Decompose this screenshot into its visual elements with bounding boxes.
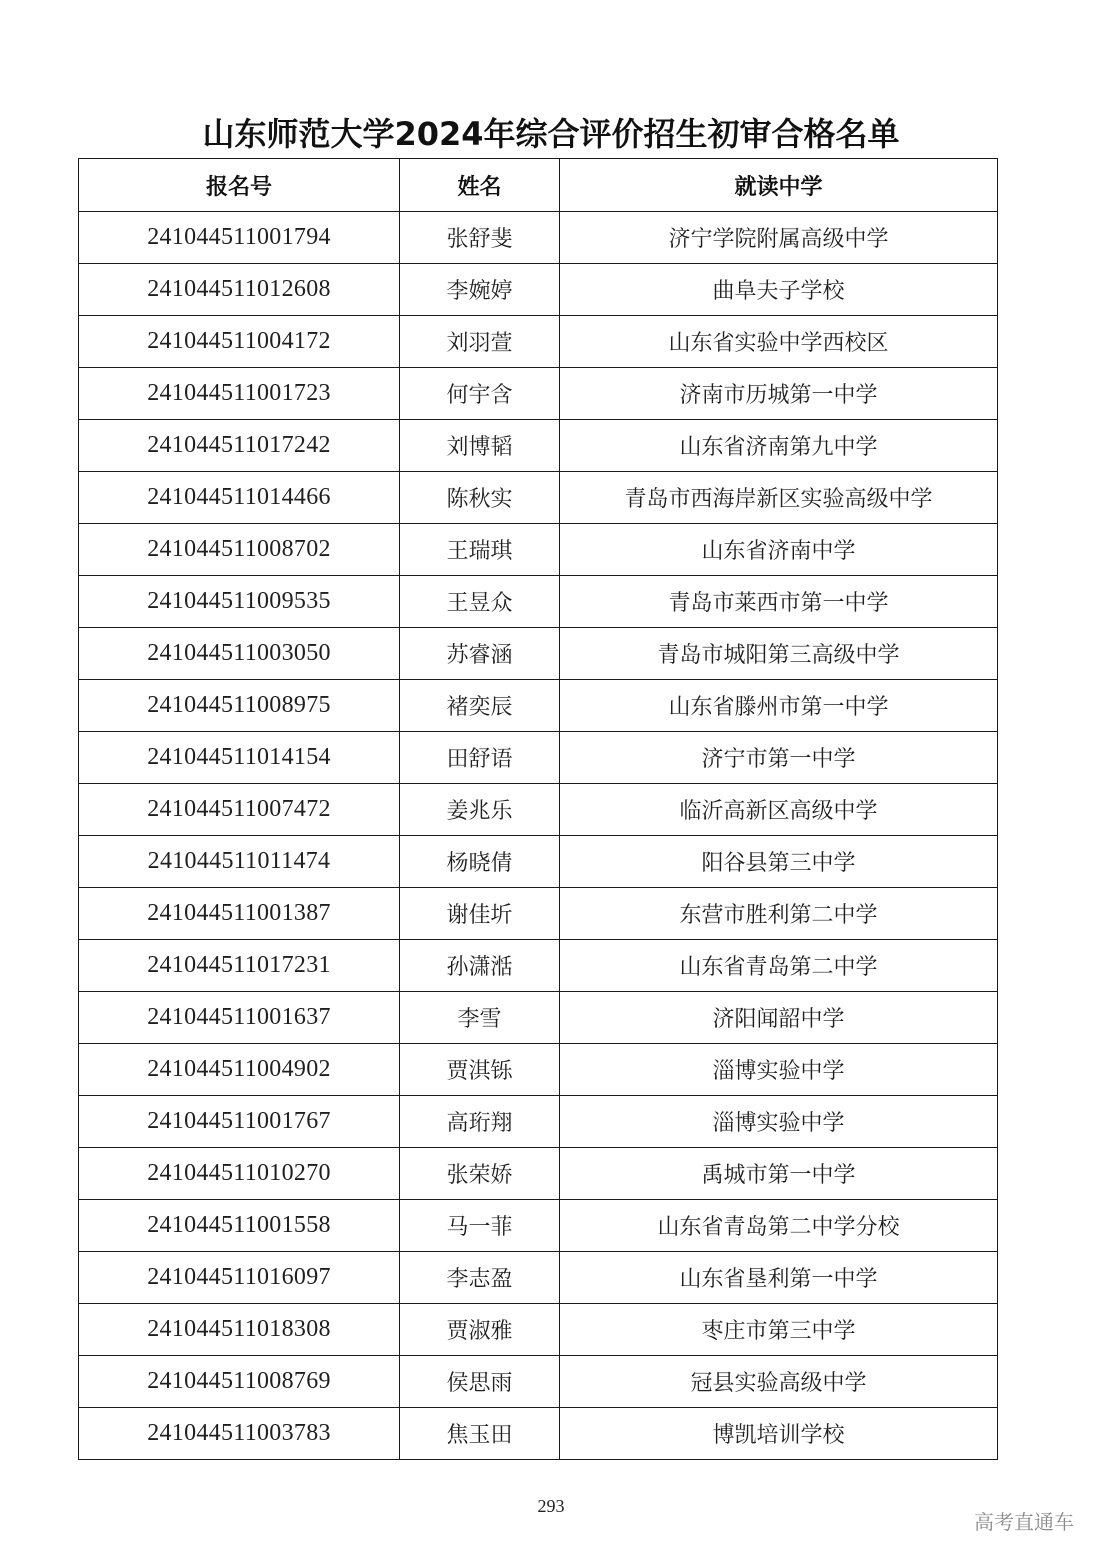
name-cell: 侯思雨 xyxy=(400,1356,560,1408)
name-cell: 李雪 xyxy=(400,992,560,1044)
watermark: 高考直通车 xyxy=(974,1510,1074,1534)
registration-number-cell: 241044511017242 xyxy=(79,420,400,472)
school-cell: 山东省垦利第一中学 xyxy=(560,1252,998,1304)
school-cell: 山东省实验中学西校区 xyxy=(560,316,998,368)
registration-number-cell: 241044511003050 xyxy=(79,628,400,680)
header-school: 就读中学 xyxy=(560,159,998,212)
table-header-row xyxy=(79,159,998,212)
school-cell: 曲阜夫子学校 xyxy=(560,264,998,316)
table-row xyxy=(79,940,998,992)
registration-number-cell: 241044511017231 xyxy=(79,940,400,992)
school-cell: 山东省济南第九中学 xyxy=(560,420,998,472)
table-row xyxy=(79,732,998,784)
registration-number-cell: 241044511011474 xyxy=(79,836,400,888)
registration-number-cell: 241044511012608 xyxy=(79,264,400,316)
school-cell: 山东省滕州市第一中学 xyxy=(560,680,998,732)
table-row xyxy=(79,784,998,836)
header-name: 姓名 xyxy=(400,159,560,212)
name-cell: 张荣娇 xyxy=(400,1148,560,1200)
table-row xyxy=(79,368,998,420)
registration-number-cell: 241044511001387 xyxy=(79,888,400,940)
school-cell: 青岛市城阳第三高级中学 xyxy=(560,628,998,680)
registration-number-cell: 241044511001637 xyxy=(79,992,400,1044)
registration-number-cell: 241044511008975 xyxy=(79,680,400,732)
name-cell: 杨晓倩 xyxy=(400,836,560,888)
school-cell: 济宁市第一中学 xyxy=(560,732,998,784)
registration-number-cell: 241044511001723 xyxy=(79,368,400,420)
registration-number-cell: 241044511001767 xyxy=(79,1096,400,1148)
table-row xyxy=(79,420,998,472)
school-cell: 淄博实验中学 xyxy=(560,1096,998,1148)
table-row xyxy=(79,1200,998,1252)
table-row xyxy=(79,1096,998,1148)
registration-number-cell: 241044511004902 xyxy=(79,1044,400,1096)
name-cell: 贾淇铄 xyxy=(400,1044,560,1096)
table-row xyxy=(79,680,998,732)
name-cell: 苏睿涵 xyxy=(400,628,560,680)
table-row xyxy=(79,1304,998,1356)
registration-number-cell: 241044511001558 xyxy=(79,1200,400,1252)
registration-number-cell: 241044511014466 xyxy=(79,472,400,524)
admission-list-table xyxy=(78,158,998,1460)
table-row xyxy=(79,316,998,368)
name-cell: 何宇含 xyxy=(400,368,560,420)
school-cell: 山东省青岛第二中学分校 xyxy=(560,1200,998,1252)
name-cell: 陈秋实 xyxy=(400,472,560,524)
name-cell: 王昱众 xyxy=(400,576,560,628)
registration-number-cell: 241044511010270 xyxy=(79,1148,400,1200)
table-row xyxy=(79,1356,998,1408)
school-cell: 青岛市莱西市第一中学 xyxy=(560,576,998,628)
page-number: 293 xyxy=(537,1496,565,1516)
name-cell: 李婉婷 xyxy=(400,264,560,316)
school-cell: 枣庄市第三中学 xyxy=(560,1304,998,1356)
school-cell: 济阳闻韶中学 xyxy=(560,992,998,1044)
registration-number-cell: 241044511001794 xyxy=(79,212,400,264)
name-cell: 褚奕辰 xyxy=(400,680,560,732)
table-row xyxy=(79,576,998,628)
table-row xyxy=(79,836,998,888)
registration-number-cell: 241044511007472 xyxy=(79,784,400,836)
table-row xyxy=(79,628,998,680)
page-title: 山东师范大学2024年综合评价招生初审合格名单 xyxy=(202,115,900,153)
registration-number-cell: 241044511018308 xyxy=(79,1304,400,1356)
school-cell: 临沂高新区高级中学 xyxy=(560,784,998,836)
name-cell: 李志盈 xyxy=(400,1252,560,1304)
school-cell: 山东省青岛第二中学 xyxy=(560,940,998,992)
registration-number-cell: 241044511009535 xyxy=(79,576,400,628)
name-cell: 焦玉田 xyxy=(400,1408,560,1460)
registration-number-cell: 241044511014154 xyxy=(79,732,400,784)
name-cell: 田舒语 xyxy=(400,732,560,784)
school-cell: 青岛市西海岸新区实验高级中学 xyxy=(560,472,998,524)
name-cell: 刘博韬 xyxy=(400,420,560,472)
school-cell: 禹城市第一中学 xyxy=(560,1148,998,1200)
name-cell: 贾淑雅 xyxy=(400,1304,560,1356)
school-cell: 阳谷县第三中学 xyxy=(560,836,998,888)
name-cell: 孙潇湉 xyxy=(400,940,560,992)
name-cell: 张舒斐 xyxy=(400,212,560,264)
school-cell: 济南市历城第一中学 xyxy=(560,368,998,420)
school-cell: 博凯培训学校 xyxy=(560,1408,998,1460)
table-row xyxy=(79,1044,998,1096)
table-body xyxy=(79,212,998,1460)
table-row xyxy=(79,1148,998,1200)
name-cell: 王瑞琪 xyxy=(400,524,560,576)
name-cell: 马一菲 xyxy=(400,1200,560,1252)
school-cell: 冠县实验高级中学 xyxy=(560,1356,998,1408)
header-registration-number: 报名号 xyxy=(79,159,400,212)
table-row xyxy=(79,1252,998,1304)
school-cell: 济宁学院附属高级中学 xyxy=(560,212,998,264)
registration-number-cell: 241044511004172 xyxy=(79,316,400,368)
table-row xyxy=(79,472,998,524)
school-cell: 东营市胜利第二中学 xyxy=(560,888,998,940)
registration-number-cell: 241044511008769 xyxy=(79,1356,400,1408)
table-row xyxy=(79,1408,998,1460)
name-cell: 谢佳圻 xyxy=(400,888,560,940)
table-row xyxy=(79,992,998,1044)
school-cell: 淄博实验中学 xyxy=(560,1044,998,1096)
registration-number-cell: 241044511016097 xyxy=(79,1252,400,1304)
name-cell: 姜兆乐 xyxy=(400,784,560,836)
table-row xyxy=(79,888,998,940)
table-row xyxy=(79,212,998,264)
registration-number-cell: 241044511003783 xyxy=(79,1408,400,1460)
school-cell: 山东省济南中学 xyxy=(560,524,998,576)
table-row xyxy=(79,524,998,576)
name-cell: 刘羽萱 xyxy=(400,316,560,368)
name-cell: 高珩翔 xyxy=(400,1096,560,1148)
table-row xyxy=(79,264,998,316)
registration-number-cell: 241044511008702 xyxy=(79,524,400,576)
